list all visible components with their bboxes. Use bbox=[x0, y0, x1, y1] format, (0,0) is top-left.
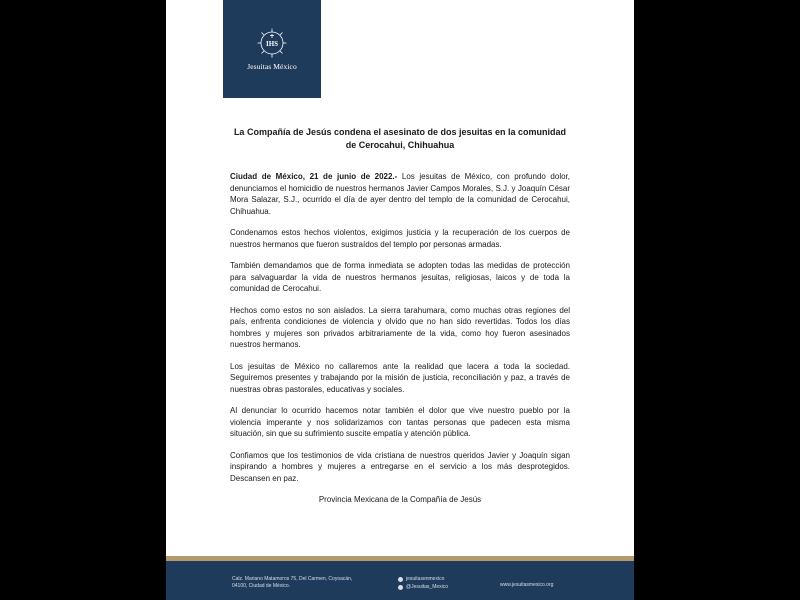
paragraph-6: Al denunciar lo ocurrido hacemos notar también el dolor que vive nuestro pueblo por la violencia imperante y nos solidarizamos con tantas personas que padecen esta misma situación, sin que su sufrimiento suscite empatía y atención pública. bbox=[230, 406, 570, 438]
ihs-seal-icon bbox=[257, 28, 287, 58]
logo-text: Jesuitas México bbox=[247, 62, 297, 71]
paragraph-4: Hechos como estos no son aislados. La sierra tarahumara, como muchas otras regiones del país, enfrenta condiciones de violencia y olvido que no han sido revertidas. Todos los días hombres y mujeres son privados arbitrariamente de la vida, como hoy fueron asesinados nuestros hermanos. bbox=[230, 305, 570, 349]
footer-website[interactable]: www.jesuitasmexico.org bbox=[500, 582, 554, 588]
twitter-icon bbox=[398, 585, 403, 590]
twitter-row[interactable] bbox=[398, 584, 448, 592]
address-line-1: Calz. Mariano Matamoros 75, Del Carmen, Coyoacán, bbox=[232, 576, 353, 582]
address-line-2: 04100, Ciudad de México. bbox=[232, 583, 291, 589]
paragraph-3: También demandamos que de forma inmediata se adopten todas las medidas de protección para salvaguardar la vida de nuestros hermanos jesuitas, religiosas, laicos y de toda la comunidad de Cerocahui. bbox=[230, 261, 570, 293]
paragraph-5: Los jesuitas de México no callaremos ante la realidad que lacera a toda la sociedad. Seguiremos presentes y trabajando por la misión de justicia, reconciliación y paz, a través de nuestras obras pastorales, educativas y sociales. bbox=[230, 361, 570, 394]
paragraph-7: Confiamos que los testimonios de vida cristiana de nuestros queridos Javier y Joaquín sigan inspirando a hombres y mujeres a entregarse en el servicio a los más desprotegidos. Descansen en paz. bbox=[230, 450, 570, 483]
seal-label: IHS bbox=[265, 40, 279, 48]
document-title: La Compañía de Jesús condena el asesinato de dos jesuitas en la comunidad de Cerocahui, Chihuahua bbox=[233, 127, 567, 150]
footer-address bbox=[232, 576, 352, 590]
paragraph-1 bbox=[230, 171, 570, 217]
signature: Provincia Mexicana de la Compañía de Jesús bbox=[318, 495, 482, 504]
logo-block bbox=[223, 0, 321, 98]
facebook-handle[interactable]: jesuitasenmexico bbox=[406, 576, 445, 582]
paragraph-2: Condenamos estos hechos violentos, exigimos justicia y la recuperación de los cuerpos de nuestros hermanos que fueron sustraídos del templo por personas armadas. bbox=[230, 228, 570, 249]
twitter-handle[interactable]: @Jesuitas_Mexico bbox=[406, 583, 449, 590]
dateline: Ciudad de México, 21 de junio de 2022.- bbox=[230, 172, 398, 181]
footer-social bbox=[398, 576, 448, 591]
letter-content bbox=[230, 126, 570, 513]
facebook-icon bbox=[398, 577, 403, 582]
paragraph-1-body: Los jesuitas de México, con profundo dolor, denunciamos el homicidio de nuestros hermanos Javier Campos Morales, S.J. y Joaquín César Mora Salazar, S.J., ocurrido el día de ayer dentro del templo de la comunidad de Cerocahui, Chihuahua. bbox=[230, 172, 571, 216]
footer bbox=[166, 561, 634, 600]
letter-page bbox=[166, 0, 634, 600]
facebook-row[interactable] bbox=[398, 576, 448, 584]
